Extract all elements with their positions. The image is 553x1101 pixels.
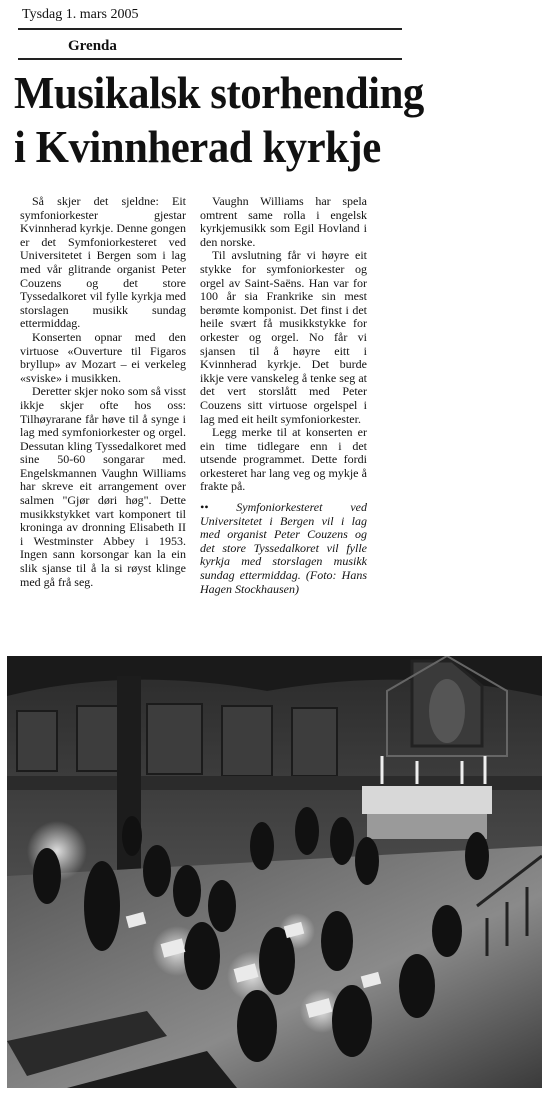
headline-line-2: i Kvinnherad kyrkje — [14, 121, 381, 172]
paragraph: Konserten opnar med den virtuose «Ouverture til Figaros bryllup» av Mozart – ei verkeleg «sviske» i musikken. — [20, 329, 186, 385]
dateline: Tysdag 1. mars 2005 — [22, 7, 139, 22]
paragraph: Så skjer det sjeldne: Eit symfoniorkester gjestar Kvinnherad kyrkje. Denne gongen er det Symfoniorkesteret ved Universitetet i Bergen som i lag med vår glitrande organist Peter Couzens og det store Tyssedalkoret vil fylle kyrkja med storslagen musikk sundag ettermiddag. — [20, 194, 186, 331]
paragraph: Til avslutning får vi høyre eit stykke for symfoniorkester og orgel av Saint-Saëns. Han var for 100 år sia Frankrike sin mest berømte komponist. Det finst i det heile svært få musikkstykke for orkester og orgel. No får vi sjansen til å høyre eitt i Kvinnherad kyrkje. Det burde ikkje vere vanskeleg å tenke seg at det vert storslått med Peter Couzens sitt virtuose orgelspel i lag med eit heilt symfoniorkester. — [200, 248, 367, 426]
headline — [14, 66, 507, 174]
section-rule — [18, 58, 402, 60]
concert-photo — [7, 656, 542, 1088]
paragraph: Vaughn Williams har spela omtrent same rolla i engelsk kyrkjemusikk som Egil Hovland i den norske. — [200, 194, 367, 249]
paragraph: Deretter skjer noko som så visst ikkje skjer ofte hos oss: Tilhøyrarane får høve til å synge i lag med symfoniorkester og orgel. Dessutan kling Tyssedalkoret med sine 50-60 songarar med. Engelskmannen Vaughn Williams har skreve eit arrangement over salmen "Gjør døri høg". Dette musikkstykket vart komponert til kroninga av dronning Elisabeth II i Westminster Abbey i 1953. Ingen sann korsongar kan la ein slik sjanse til å la si røyst klinge med gå frå seg. — [20, 384, 186, 589]
paragraph: Legg merke til at konserten er ein time tidlegare enn i det utsende programmet. Dette fordi orkesteret har lang veg og mykje å frakte på. — [200, 425, 367, 494]
article-column-2 — [200, 195, 367, 596]
article-column-1 — [20, 195, 186, 589]
photo-caption: •• Symfoniorkesteret ved Universitetet i Bergen vil i lag med organist Peter Couzens og det store Tyssedalkoret vil fylle kyrkja med storslagen musikk sundag ettermiddag. (Foto: Hans Hagen Stockhausen) — [200, 500, 367, 596]
top-rule — [18, 28, 402, 30]
section-label: Grenda — [68, 38, 117, 54]
headline-line-1: Musikalsk storhending — [14, 67, 424, 118]
